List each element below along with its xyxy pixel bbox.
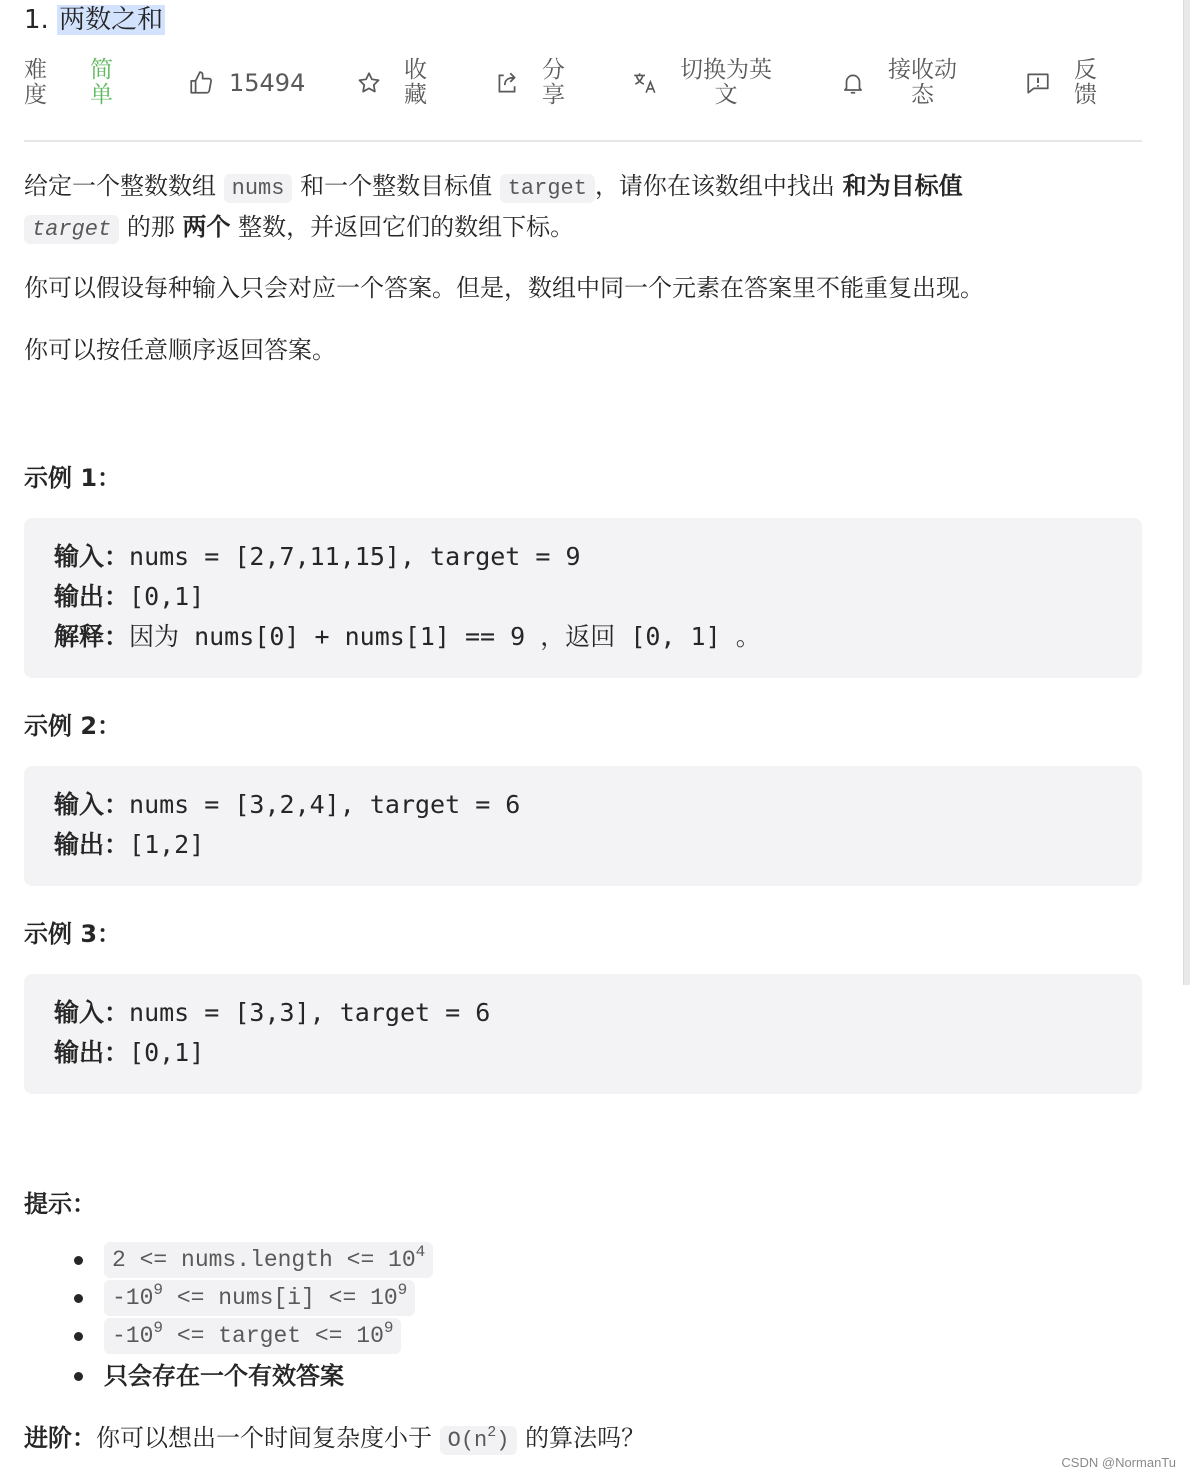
scrollbar[interactable] bbox=[1183, 0, 1190, 985]
inline-code-complexity: $O(n^2)$ bbox=[440, 1426, 518, 1455]
thumbs-up-icon[interactable] bbox=[188, 70, 214, 96]
example-1-input: 输入：nums = [2,7,11,15], target = 9 bbox=[54, 542, 581, 571]
example-2-heading: 示例 2： bbox=[24, 712, 122, 740]
inline-code-target-italic: target bbox=[24, 215, 119, 244]
favorite-button[interactable]: 收 藏 bbox=[404, 57, 427, 108]
description-paragraph-1: 给定一个整数数组 nums 和一个整数目标值 target ，请你在该数组中找出 和为目标值 target 的那 两个 整数，并返回它们的数组下标。 bbox=[24, 172, 963, 242]
example-2-output: 输出：[1,2] bbox=[54, 830, 205, 859]
translate-icon[interactable] bbox=[632, 70, 658, 96]
advanced-note: 进阶：你可以想出一个时间复杂度小于 $O(n^2)$ 的算法吗？ bbox=[24, 1424, 646, 1453]
like-count[interactable]: 15494 bbox=[229, 69, 306, 97]
bullet bbox=[74, 1256, 83, 1265]
hint-code: $-10^9$ <= target <= $10^9$ bbox=[104, 1318, 401, 1354]
bell-icon[interactable] bbox=[840, 70, 866, 96]
feedback-icon[interactable] bbox=[1025, 70, 1051, 96]
star-icon[interactable] bbox=[356, 70, 382, 96]
example-1-explanation: 解释：因为 nums[0] + nums[1] == 9 ，返回 [0, 1] 。 bbox=[54, 622, 761, 651]
difficulty-value: 简 单 bbox=[90, 57, 113, 108]
description-paragraph-3: 你可以按任意顺序返回答案。 bbox=[24, 336, 336, 364]
share-button[interactable]: 分 享 bbox=[542, 57, 565, 108]
bullet bbox=[74, 1294, 83, 1303]
hint-code: $-10^9$ <= nums[i] <= $10^9$ bbox=[104, 1280, 415, 1316]
hints-heading: 提示： bbox=[24, 1190, 96, 1218]
watermark: CSDN @NormanTu bbox=[1061, 1455, 1176, 1470]
example-3-input: 输入：nums = [3,3], target = 6 bbox=[54, 998, 491, 1027]
example-3-codeblock bbox=[24, 974, 1142, 1094]
translate-button[interactable]: 切换为英 文 bbox=[680, 57, 772, 108]
divider bbox=[24, 140, 1142, 142]
example-1-output: 输出：[0,1] bbox=[54, 582, 205, 611]
inline-code-target: target bbox=[500, 174, 595, 203]
description-paragraph-2: 你可以假设每种输入只会对应一个答案。但是，数组中同一个元素在答案里不能重复出现。 bbox=[24, 274, 984, 302]
problem-meta-bar bbox=[24, 58, 1142, 110]
example-2-codeblock bbox=[24, 766, 1142, 886]
feedback-button[interactable]: 反 馈 bbox=[1074, 57, 1097, 108]
example-1-codeblock bbox=[24, 518, 1142, 678]
problem-name: 两数之和 bbox=[59, 5, 164, 35]
example-1-heading: 示例 1： bbox=[24, 464, 122, 492]
example-3-heading: 示例 3： bbox=[24, 920, 122, 948]
difficulty-label: 难 度 bbox=[24, 57, 47, 108]
bullet bbox=[74, 1372, 83, 1381]
hint-text: 只会存在一个有效答案 bbox=[104, 1362, 344, 1390]
share-icon[interactable] bbox=[494, 70, 520, 96]
hint-code: 2 <= nums.length <= $10^4$ bbox=[104, 1242, 433, 1278]
example-2-input: 输入：nums = [3,2,4], target = 6 bbox=[54, 790, 521, 819]
example-3-output: 输出：[0,1] bbox=[54, 1038, 205, 1067]
bullet bbox=[74, 1332, 83, 1341]
inline-code-nums: nums bbox=[224, 174, 293, 203]
subscribe-button[interactable]: 接收动 态 bbox=[888, 57, 957, 108]
page-title: 1. 两数之和 bbox=[24, 5, 164, 35]
